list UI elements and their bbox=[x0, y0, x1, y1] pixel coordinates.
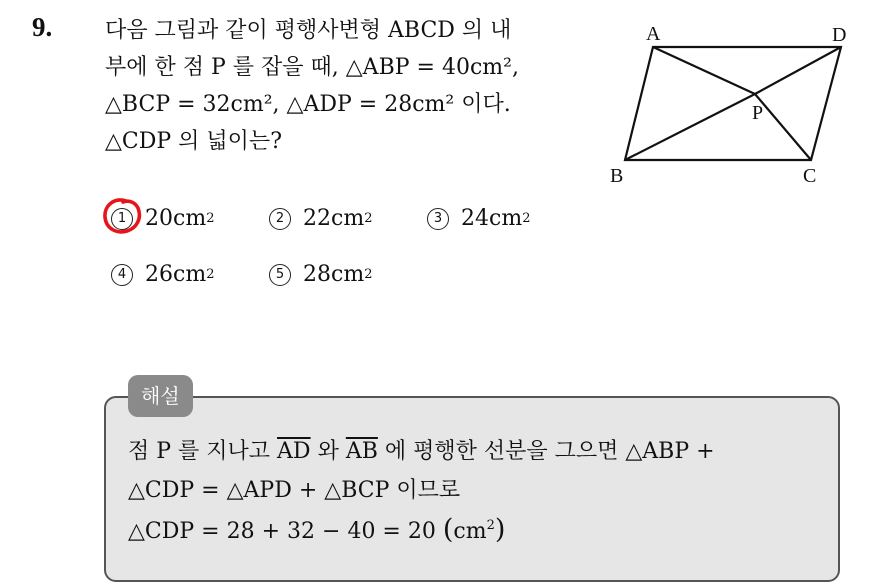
segment-bp bbox=[625, 94, 755, 160]
choice-5-value: 28cm bbox=[303, 262, 365, 287]
segment-ap bbox=[653, 47, 755, 94]
choice-2-value: 22cm bbox=[303, 206, 365, 231]
segment-ad-label: $\overline{AD}$ bbox=[277, 439, 311, 464]
solution-line-1-a: 점 P 를 지나고 bbox=[128, 439, 278, 464]
answer-circle-mark bbox=[100, 196, 146, 238]
choice-5-mark: 5 bbox=[269, 264, 291, 286]
solution-unit: cm bbox=[453, 519, 487, 544]
choice-3-mark: 3 bbox=[427, 208, 449, 230]
vertex-label-b: B bbox=[610, 165, 624, 187]
choice-1[interactable]: 1 20cm 2 bbox=[111, 206, 214, 231]
solution-badge: 해설 bbox=[128, 375, 193, 417]
question-line-3: △BCP = 32cm², △ADP = 28cm² 이다. bbox=[105, 92, 511, 117]
segment-dp bbox=[755, 47, 841, 94]
solution-text bbox=[128, 432, 828, 551]
choice-1-value: 20cm bbox=[145, 206, 207, 231]
solution-line-1-b: 와 bbox=[310, 439, 346, 464]
segment-cp bbox=[755, 94, 811, 160]
vertex-label-a: A bbox=[646, 23, 661, 45]
choice-4[interactable]: 4 26cm 2 bbox=[111, 262, 214, 287]
choice-3[interactable]: 3 24cm 2 bbox=[427, 206, 530, 231]
solution-line-1 bbox=[128, 432, 828, 471]
choice-3-value: 24cm bbox=[461, 206, 523, 231]
parallelogram-figure bbox=[600, 15, 870, 195]
solution-unit-exponent: 2 bbox=[486, 518, 495, 533]
solution-line-2: △CDP = △APD + △BCP 이므로 bbox=[128, 478, 461, 503]
solution-open-paren: ( bbox=[442, 514, 454, 545]
solution-line-3-expr: △CDP = 28 + 32 − 40 = 20 bbox=[128, 519, 443, 544]
answer-circle-stroke bbox=[105, 200, 139, 232]
vertex-label-c: C bbox=[803, 165, 817, 187]
figure-lines bbox=[625, 47, 841, 160]
segment-ab-label: $\overline{AB}$ bbox=[345, 439, 378, 464]
question-number: 9. bbox=[32, 12, 53, 42]
solution-close-paren: ) bbox=[494, 514, 506, 545]
choice-4-mark: 4 bbox=[111, 264, 133, 286]
question-line-1: 다음 그림과 같이 평행사변형 ABCD 의 내 bbox=[105, 18, 512, 43]
choice-5[interactable]: 5 28cm 2 bbox=[269, 262, 372, 287]
solution-line-1-c: 에 평행한 선분을 그으면 △ABP + bbox=[377, 439, 715, 464]
vertex-label-d: D bbox=[832, 24, 847, 46]
point-label-p: P bbox=[752, 102, 764, 124]
solution-line-3 bbox=[128, 510, 828, 551]
choice-1-mark: 1 bbox=[111, 208, 133, 230]
choice-2-mark: 2 bbox=[269, 208, 291, 230]
question-text bbox=[105, 12, 585, 160]
question-line-4: △CDP 의 넓이는? bbox=[105, 129, 282, 154]
choice-4-value: 26cm bbox=[145, 262, 207, 287]
choice-2[interactable]: 2 22cm 2 bbox=[269, 206, 372, 231]
question-line-2: 부에 한 점 P 를 잡을 때, △ABP = 40cm², bbox=[105, 55, 519, 80]
